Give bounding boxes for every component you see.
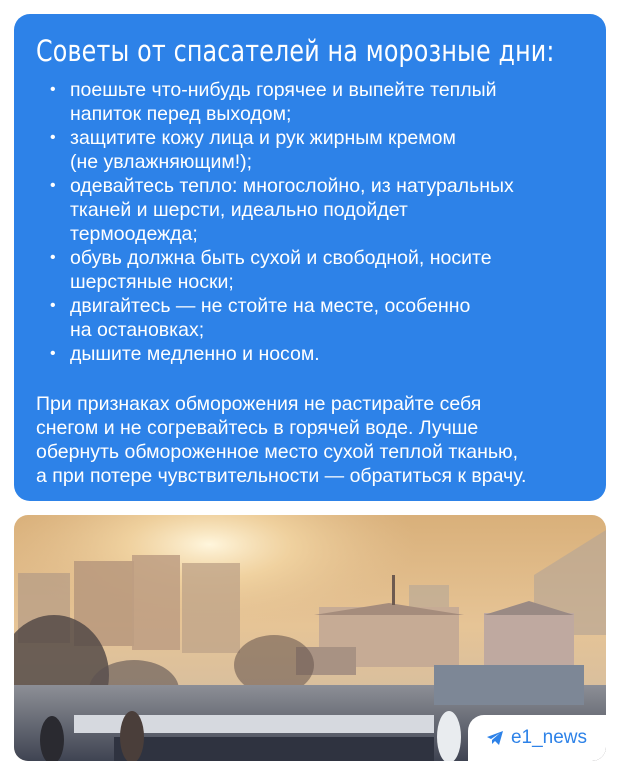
tip-item [48, 126, 586, 174]
e1-news-badge[interactable] [468, 715, 606, 761]
tip-line: на остановках; [70, 319, 205, 341]
frostbite-warning [36, 392, 586, 488]
warning-line: снегом и не согревайтесь в горячей воде. Лучше [36, 417, 479, 439]
tip-item [48, 342, 586, 366]
city-winter-photo [14, 515, 606, 761]
warning-line: При признаках обморожения не растирайте себя [36, 393, 482, 415]
tip-line: двигайтесь — не стойте на месте, особенно [70, 295, 471, 317]
tip-line: шерстяные носки; [70, 271, 234, 293]
badge-label: e1_news [510, 727, 588, 748]
tip-line: тканей и шерсти, идеально подойдет [70, 199, 408, 221]
tip-line: обувь должна быть сухой и свободной, носите [70, 247, 492, 269]
tip-line: защитите кожу лица и рук жирным кремом [70, 127, 456, 149]
tip-line: (не увлажняющим!); [70, 151, 253, 173]
warning-line: обернуть обмороженное место сухой теплой тканью, [36, 441, 519, 463]
tip-item [48, 78, 586, 126]
warning-line: а при потере чувствительности — обратиться к врачу. [36, 465, 527, 487]
tips-list [36, 78, 586, 366]
telegram-icon [487, 731, 503, 745]
tip-line: термоодежда; [70, 223, 198, 245]
advice-card [14, 14, 606, 501]
tip-item [48, 246, 586, 294]
tip-line: напиток перед выходом; [70, 103, 292, 125]
tip-line: одевайтесь тепло: многослойно, из натуральных [70, 175, 514, 197]
advice-title: Советы от спасателей на морозные дни: [36, 34, 555, 68]
tip-item [48, 174, 586, 246]
tip-item [48, 294, 586, 342]
tip-line: поешьте что-нибудь горячее и выпейте теплый [70, 79, 497, 101]
tip-line: дышите медленно и носом. [70, 343, 320, 365]
